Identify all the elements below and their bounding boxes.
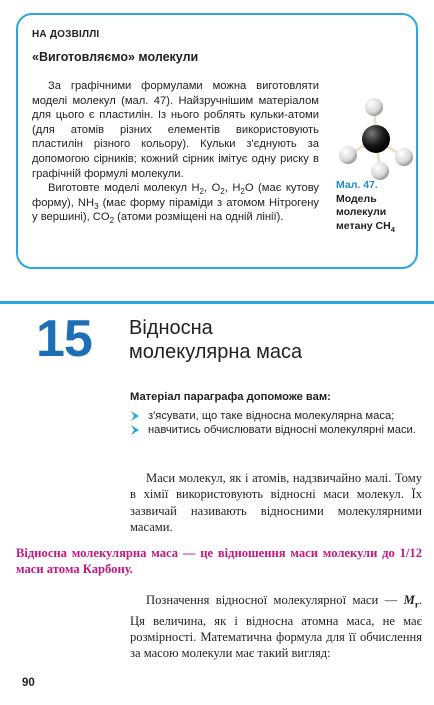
paragraph-number: 15 (36, 310, 92, 368)
methane-model-illustration (336, 95, 416, 185)
definition: Відносна молекулярна маса — це відношення маси молекули до 1/12 маси атома Карбону. (16, 546, 422, 577)
leisure-box (16, 13, 418, 269)
chevron-right-icon (130, 425, 140, 435)
body-paragraph-2: Позначення відносної молекулярної маси — $M_r$. Ця величина, як і відносна атомна маса, не має розмірності. Математична формула для її обчислення за масою молекули має такий вигляд: (130, 593, 422, 661)
figure-caption: Мал. 47. Модель молекули метану $CH_4$ (336, 179, 416, 236)
box-title: «Виготовляємо» молекули (32, 50, 199, 64)
box-kicker: НА ДОЗВІЛЛІ (32, 29, 100, 40)
goals-heading: Матеріал параграфа допоможе вам: (130, 391, 331, 403)
figure-caption-text: Модель молекули метану CH (336, 192, 391, 232)
box-text (32, 79, 319, 225)
box-paragraph-1: За графічними формулами можна виготовляти моделі молекул (мал. 47). Найзручнішим матеріалом для цього є пластилін. Із нього роблять кульки-атоми (для атомів різних елементів використовують пластилін різного кольору). Кульки з'єднують за допомогою сірників; кожний сірник імітує одну риску в графічній формулі молекули. (32, 80, 319, 180)
goal-item: навчитись обчислювати відносні молекулярні маси. (130, 423, 420, 438)
paragraph-title: Відносна молекулярна маса (129, 317, 303, 363)
section-divider (0, 301, 434, 304)
page-number: 90 (22, 677, 35, 689)
figure-number: Мал. 47. (336, 179, 378, 191)
goal-item: з'ясувати, що таке відносна молекулярна маса; (130, 409, 420, 424)
box-paragraph-2: Виготовте моделі молекул $H_2$, $O_2$, $H_2O$ (має кутову форму), $NH_3$ (має форму піраміди з атомом Нітрогену у вершині), $CO_2$ (атоми розміщені на одній лінії). (32, 182, 320, 226)
chevron-right-icon (130, 411, 140, 421)
body-paragraph-1: Маси молекул, як і атомів, надзвичайно малі. Тому в хімії використовують відносні маси молекул. Їх зазвичай називають відносними молекулярними масами. (130, 471, 422, 534)
learning-goals (130, 390, 420, 438)
